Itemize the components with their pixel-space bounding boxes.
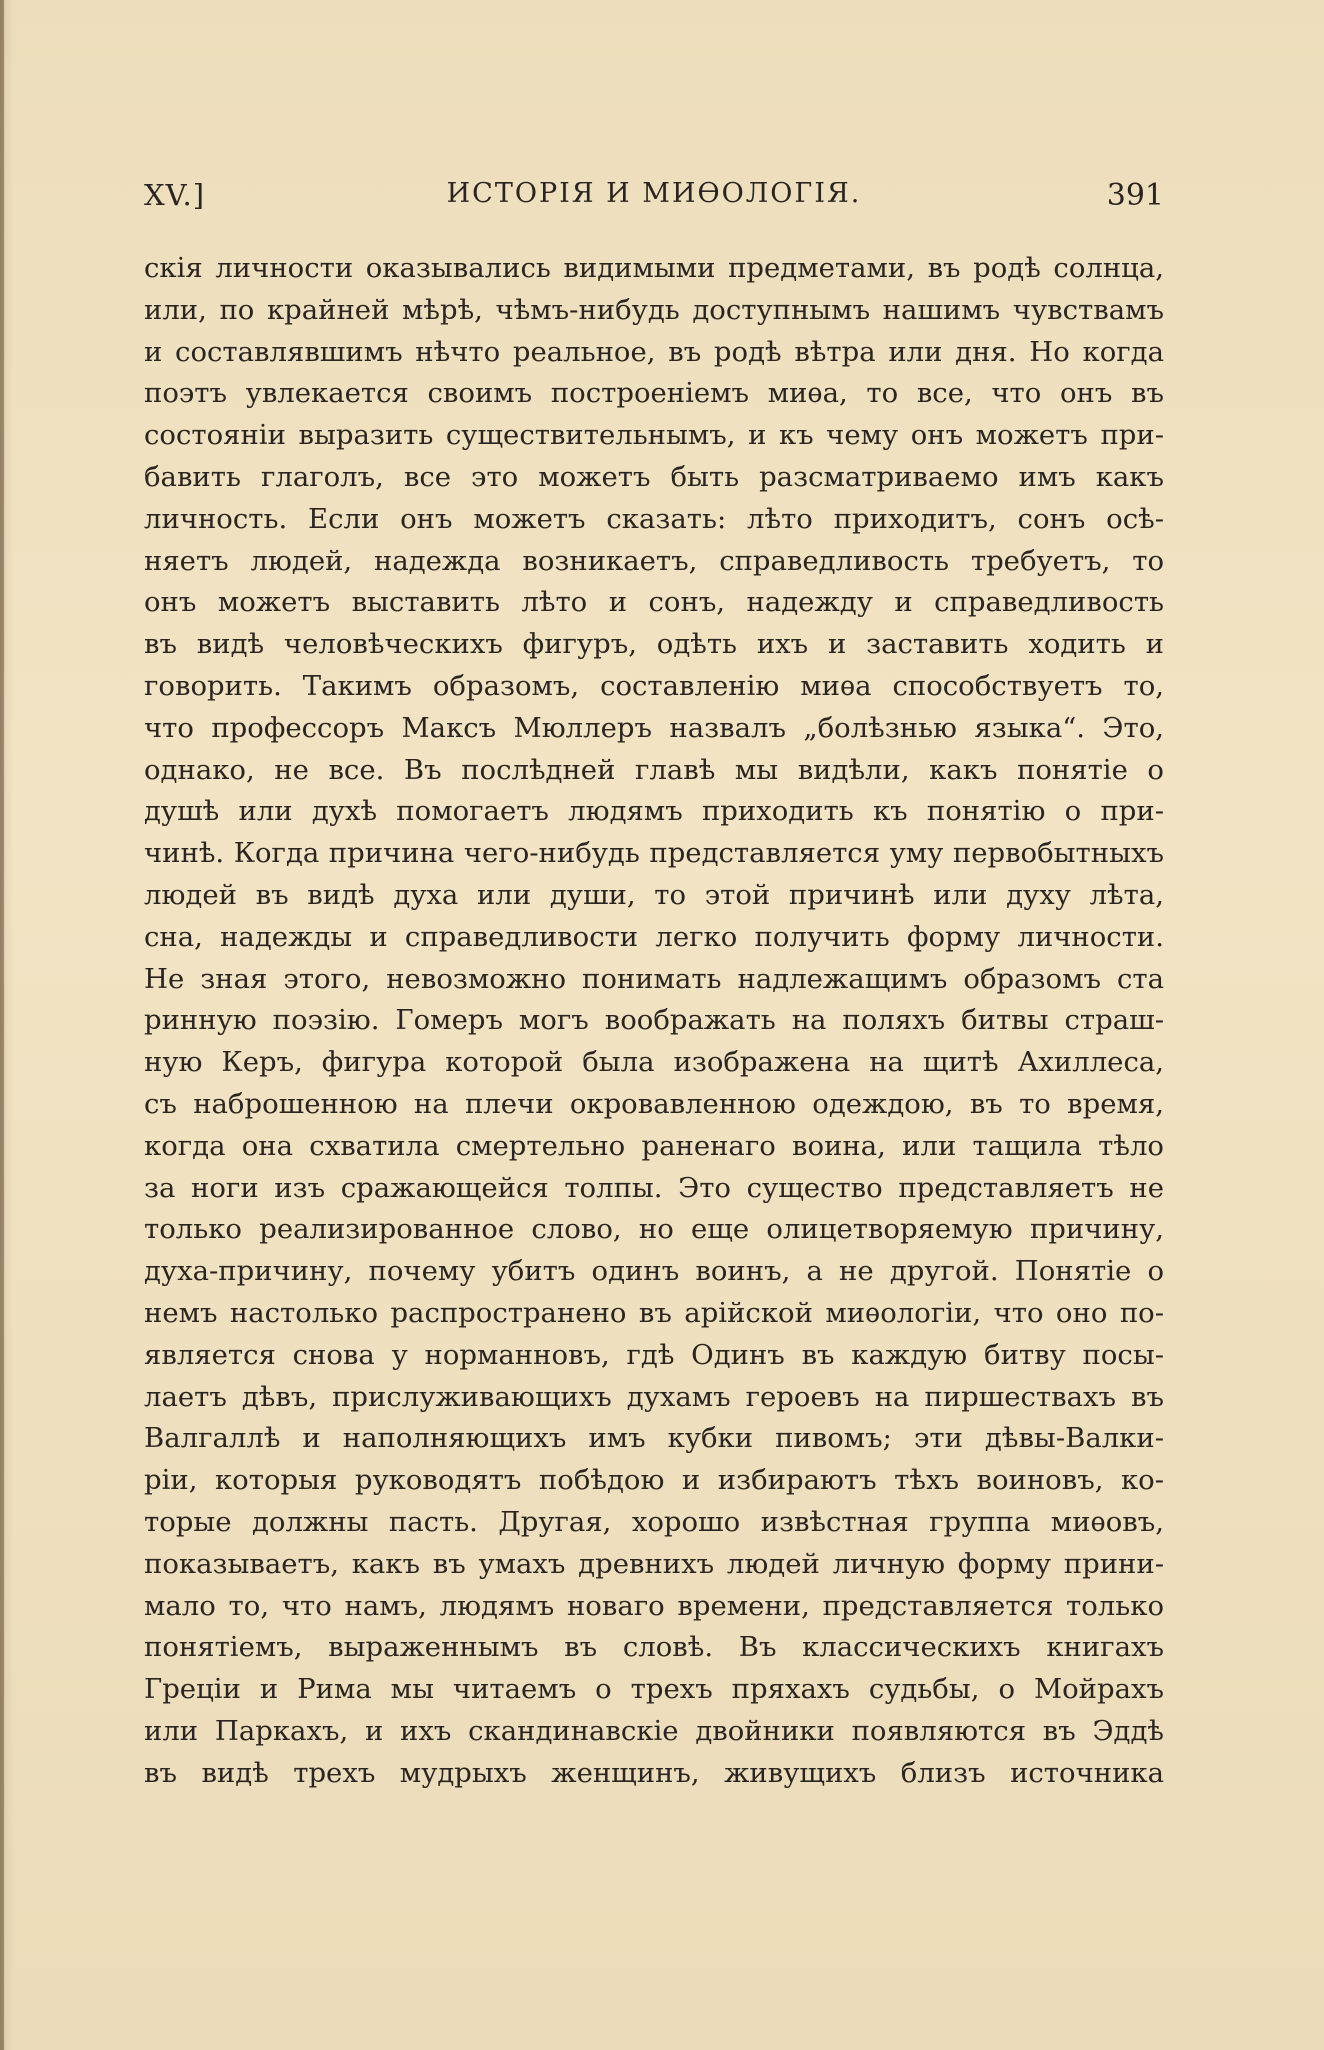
text-line: ринную поэзію. Гомеръ могъ воображать на поляхъ битвы страш-: [144, 1004, 1164, 1037]
text-line: няетъ людей, надежда возникаетъ, справедливость требуетъ, то: [144, 544, 1164, 577]
text-line: что профессоръ Максъ Мюллеръ назвалъ „болѣзнью языка“. Это,: [144, 711, 1164, 744]
text-line: и составлявшимъ нѣчто реальное, въ родѣ вѣтра или дня. Но когда: [144, 335, 1164, 368]
text-line: или, по крайней мѣрѣ, чѣмъ-нибудь доступнымъ нашимъ чувствамъ: [144, 293, 1164, 326]
text-line: духа-причину, почему убитъ одинъ воинъ, а не другой. Понятіе о: [144, 1255, 1164, 1288]
text-line: личность. Если онъ можетъ сказать: лѣто приходитъ, сонъ осѣ-: [144, 502, 1164, 535]
text-line: является снова у норманновъ, гдѣ Одинъ въ каждую битву посы-: [144, 1338, 1164, 1371]
text-line: состояніи выразить существительнымъ, и къ чему онъ можетъ при-: [144, 419, 1164, 452]
text-line: за ноги изъ сражающейся толпы. Это существо представляетъ не: [144, 1171, 1164, 1204]
text-line: скія личности оказывались видимыми предметами, въ родѣ солнца,: [144, 252, 1164, 284]
text-line: говорить. Такимъ образомъ, составленію миѳа способствуетъ то,: [144, 669, 1164, 702]
text-line: когда она схватила смертельно раненаго воина, или тащила тѣло: [144, 1129, 1164, 1162]
text-line: чинѣ. Когда причина чего-нибудь представляется уму первобытныхъ: [144, 837, 1164, 870]
text-line: Греціи и Рима мы читаемъ о трехъ пряхахъ судьбы, о Мойрахъ: [144, 1673, 1164, 1706]
text-line: душѣ или духѣ помогаетъ людямъ приходить къ понятію о при-: [144, 795, 1164, 828]
text-line: только реализированное слово, но еще олицетворяемую причину,: [144, 1213, 1164, 1246]
text-line: немъ настолько распространено въ арійской миѳологіи, что оно по-: [144, 1296, 1164, 1329]
text-line: съ наброшенною на плечи окровавленною одеждою, въ то время,: [144, 1087, 1164, 1120]
running-title: ИСТОРІЯ И МИѲОЛОГІЯ.: [446, 178, 862, 209]
running-head: [144, 178, 1164, 218]
text-line: лаетъ дѣвъ, прислуживающихъ духамъ героевъ на пиршествахъ въ: [144, 1380, 1164, 1413]
chapter-marker: XV.]: [144, 178, 206, 212]
text-line: Валгаллѣ и наполняющихъ имъ кубки пивомъ; эти дѣвы-Валки-: [144, 1422, 1164, 1455]
page-number: 391: [1106, 178, 1164, 213]
text-line: однако, не все. Въ послѣдней главѣ мы видѣли, какъ понятіе о: [144, 753, 1164, 786]
text-line: Не зная этого, невозможно понимать надлежащимъ образомъ ста: [144, 962, 1164, 995]
text-line: поэтъ увлекается своимъ построеніемъ миѳа, то все, что онъ въ: [144, 377, 1164, 410]
text-line: показываетъ, какъ въ умахъ древнихъ людей личную форму прини-: [144, 1547, 1164, 1580]
page-edge-shadow: [0, 0, 4, 2050]
text-line: торые должны пасть. Другая, хорошо извѣстная группа миѳовъ,: [144, 1505, 1164, 1538]
text-line: въ видѣ человѣческихъ фигуръ, одѣть ихъ и заставить ходить и: [144, 628, 1164, 661]
body-text: [144, 248, 1164, 1794]
text-line: ную Керъ, фигура которой была изображена на щитѣ Ахиллеса,: [144, 1046, 1164, 1079]
text-line: бавить глаголъ, все это можетъ быть разсматриваемо имъ какъ: [144, 460, 1164, 493]
text-line: ріи, которыя руководятъ побѣдою и избираютъ тѣхъ воиновъ, ко-: [144, 1464, 1164, 1497]
text-line: понятіемъ, выраженнымъ въ словѣ. Въ классическихъ книгахъ: [144, 1631, 1164, 1664]
text-line: мало то, что намъ, людямъ новаго времени, представляется только: [144, 1589, 1164, 1622]
text-line: въ видѣ трехъ мудрыхъ женщинъ, живущихъ близъ источника: [144, 1756, 1164, 1789]
text-line: или Паркахъ, и ихъ скандинавскіе двойники появляются въ Эддѣ: [144, 1714, 1164, 1747]
text-line: сна, надежды и справедливости легко получить форму личности.: [144, 920, 1164, 953]
text-line: онъ можетъ выставить лѣто и сонъ, надежду и справедливость: [144, 586, 1164, 619]
text-line: людей въ видѣ духа или души, то этой причинѣ или духу лѣта,: [144, 878, 1164, 911]
